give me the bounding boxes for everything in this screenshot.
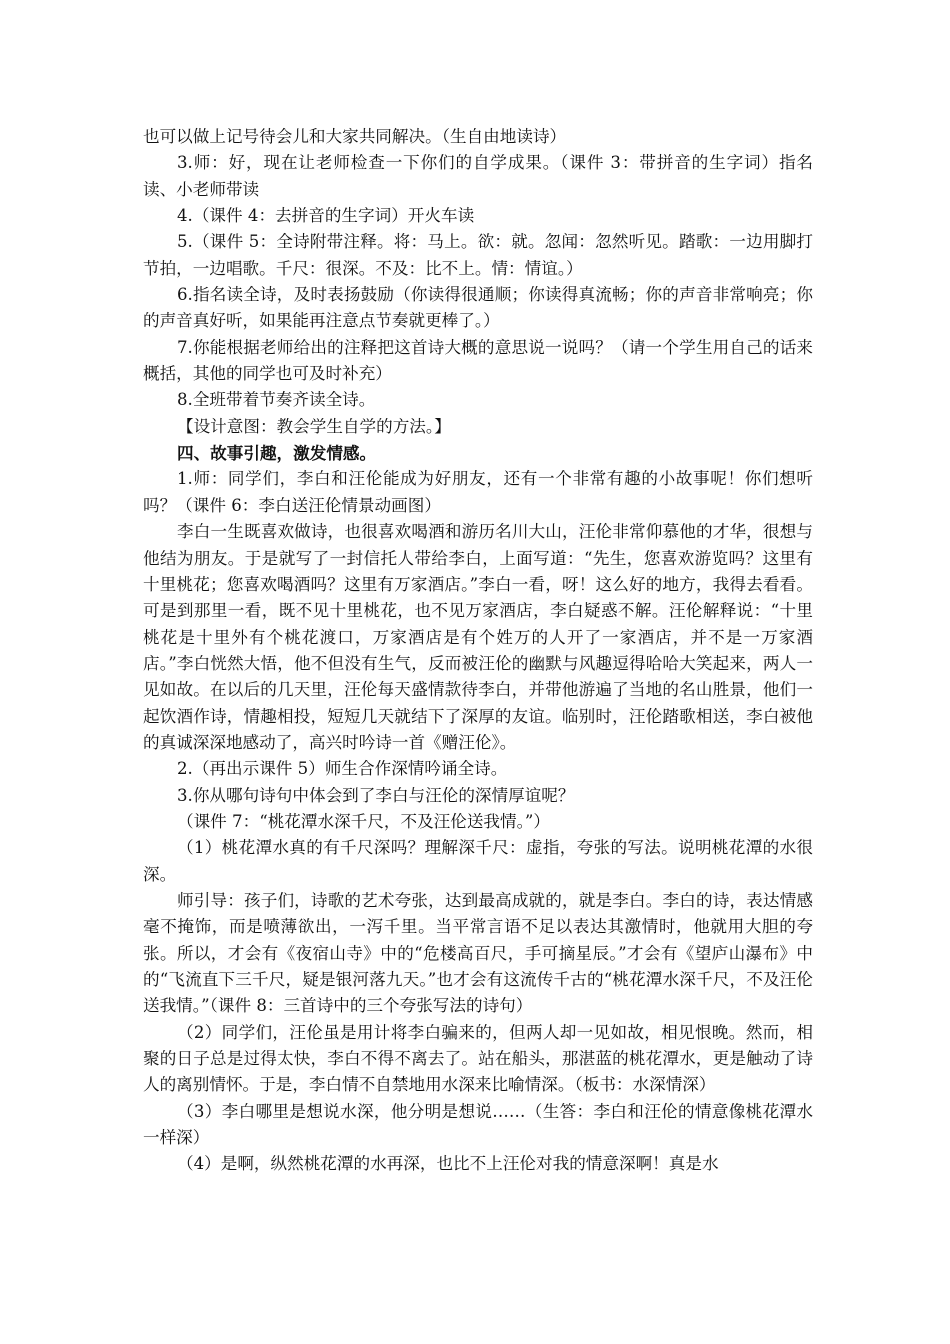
paragraph: 7.你能根据老师给出的注释把这首诗大概的意思说一说吗？（请一个学生用自己的话来概括，其他的同学也可及时补充） bbox=[143, 337, 813, 384]
paragraph: 也可以做上记号待会儿和大家共同解决。（生自由地读诗） bbox=[143, 127, 567, 146]
paragraph: （3）李白哪里是想说水深，他分明是想说……（生答：李白和汪伦的情意像桃花潭水一样深） bbox=[143, 1101, 813, 1148]
paragraph: 5.（课件 5：全诗附带注释。将：马上。欲：就。忽闻：忽然听见。踏歌：一边用脚打节拍，一边唱歌。千尺：很深。不及：比不上。情：情谊。） bbox=[143, 232, 813, 278]
section-heading: 四、故事引趣，激发情感。 bbox=[177, 443, 377, 464]
paragraph: （1）桃花潭水真的有千尺深吗？理解深千尺：虚指，夸张的写法。说明桃花潭的水很深。 bbox=[143, 838, 813, 884]
paragraph: 8.全班带着节奏齐读全诗。 bbox=[177, 390, 376, 410]
paragraph: （4）是啊，纵然桃花潭的水再深，也比不上汪伦对我的情意深啊！真是水 bbox=[177, 1154, 719, 1174]
paragraph: （课件 7：“桃花潭水深千尺，不及汪伦送我情。”） bbox=[177, 811, 550, 831]
document-body bbox=[143, 124, 813, 1178]
paragraph: 1.师：同学们，李白和汪伦能成为好朋友，还有一个非常有趣的小故事呢！你们想听吗？（课件 6：李白送汪伦情景动画图） bbox=[143, 469, 813, 515]
paragraph: 6.指名读全诗，及时表扬鼓励（你读得很通顺；你读得真流畅；你的声音非常响亮；你的声音真好听，如果能再注意点节奏就更棒了。） bbox=[143, 285, 813, 331]
paragraph: 3.师：好，现在让老师检查一下你们的自学成果。（课件 3：带拼音的生字词）指名读、小老师带读 bbox=[143, 153, 813, 199]
paragraph: 师引导：孩子们，诗歌的艺术夸张，达到最高成就的，就是李白。李白的诗，表达情感毫不掩饰，而是喷薄欲出，一泻千里。当平常言语不足以表达其激情时，他就用大胆的夸张。所以，才会有《夜宿山寺》中的“危楼高百尺，手可摘星辰。”才会有《望庐山瀑布》中的“飞流直下三千尺，疑是银河落九天。”也才会有这流传千古的“桃花潭水深千尺，不及汪伦送我情。”（课件 8：三首诗中的三个夸张写法的诗句） bbox=[143, 890, 813, 1016]
paragraph: （2）同学们，汪伦虽是用计将李白骗来的，但两人却一见如故，相见恨晚。然而，相聚的日子总是过得太快，李白不得不离去了。站在船头，那湛蓝的桃花潭水，更是触动了诗人的离别情怀。于是，李白情不自禁地用水深来比喻情深。（板书：水深情深） bbox=[143, 1022, 813, 1095]
design-intent-note: 【设计意图：教会学生自学的方法。】 bbox=[177, 416, 451, 436]
story-paragraph: 李白一生既喜欢做诗，也很喜欢喝酒和游历名川大山，汪伦非常仰慕他的才华，很想与他结为朋友。于是就写了一封信托人带给李白，上面写道：“先生，您喜欢游览吗？这里有十里桃花；您喜欢喝酒吗？这里有万家酒店。”李白一看，呀！这么好的地方，我得去看看。可是到那里一看，既不见十里桃花，也不见万家酒店，李白疑惑不解。汪伦解释说：“十里桃花是十里外有个桃花渡口，万家酒店是有个姓万的人开了一家酒店，并不是一万家酒店。”李白恍然大悟，他不但没有生气，反而被汪伦的幽默与风趣逗得哈哈大笑起来，两人一见如故。在以后的几天里，汪伦每天盛情款待李白，并带他游遍了当地的名山胜景，他们一起饮酒作诗，情趣相投，短短几天就结下了深厚的友谊。临别时，汪伦踏歌相送，李白被他的真诚深深地感动了，高兴时吟诗一首《赠汪伦》。 bbox=[143, 522, 813, 752]
paragraph: 3.你从哪句诗句中体会到了李白与汪伦的深情厚谊呢？ bbox=[177, 785, 575, 805]
paragraph: 2.（再出示课件 5）师生合作深情吟诵全诗。 bbox=[177, 759, 508, 779]
paragraph: 4.（课件 4：去拼音的生字词）开火车读 bbox=[177, 206, 475, 226]
